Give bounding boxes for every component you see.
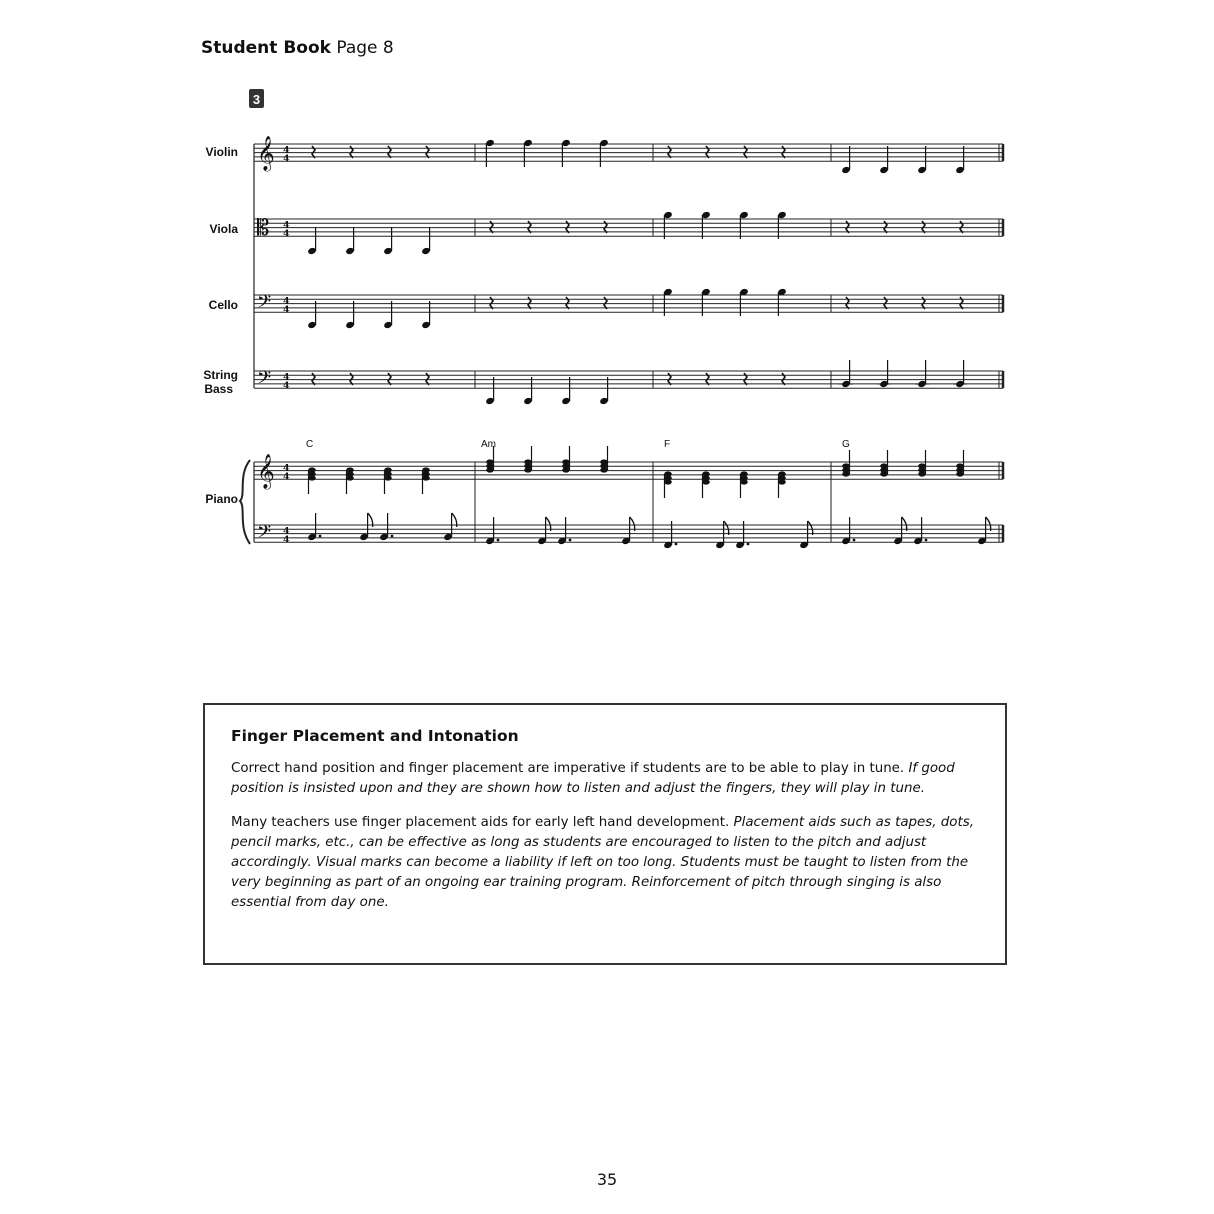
dot (319, 535, 322, 538)
note-paragraph-2: Many teachers use finger placement aids for early left hand development. Placement aids such as tapes, dots, pencil marks, etc., can be effective as long as students are encouraged to listen to the pitch and adjust accordingly. Visual marks can become a liability if left on too long. Students must be taught to listen from the very beginning as part of an ongoing ear training program. Reinforcement of pitch through singing is also essential from day one. (231, 815, 974, 910)
clef-treble: 𝄞 (257, 136, 275, 171)
dot (925, 539, 928, 542)
chord-note (308, 475, 316, 480)
dot (853, 539, 856, 542)
label-string-bass-2: Bass (204, 382, 233, 396)
chord-note (918, 471, 926, 476)
time-signature-top: 4 (283, 145, 290, 156)
time-signature-bottom: 4 (283, 471, 290, 483)
staff-lines (240, 136, 1003, 547)
dot (391, 535, 394, 538)
chord-note (346, 475, 354, 480)
exercise-number-box (249, 89, 264, 108)
dot (497, 539, 500, 542)
chord-note (880, 471, 888, 476)
page-number: 35 (596, 1170, 618, 1189)
chord-3: F (664, 439, 671, 450)
eighth-flag (808, 521, 813, 535)
chord-4: G (842, 439, 850, 450)
time-signature-bottom: 4 (283, 304, 290, 316)
music-score (0, 0, 1214, 600)
note-paragraph-1: Correct hand position and finger placement are imperative if students are to be able to play in tune. If good position is insisted upon and they are shown how to listen and adjust the fingers, they will play in tune. (231, 761, 955, 796)
chord-note (600, 467, 608, 472)
time-signature-bottom: 4 (283, 153, 290, 165)
note-title: Finger Placement and Intonation (231, 727, 519, 745)
label-string-bass-1: String (203, 368, 238, 382)
teaching-note-box (203, 703, 1007, 965)
clef-treble: 𝄞 (257, 454, 275, 489)
label-piano: Piano (205, 492, 238, 506)
time-signature-top: 4 (283, 220, 290, 231)
dot (569, 539, 572, 542)
chord-note (422, 475, 430, 480)
clef-bass: 𝄢 (257, 292, 272, 317)
clef-alto: 𝄡 (257, 216, 270, 241)
chord-note (740, 479, 748, 484)
chord-note (702, 479, 710, 484)
clef-bass: 𝄢 (257, 368, 272, 393)
time-signature-top: 4 (283, 372, 290, 383)
header-page-label: Page 8 (330, 38, 394, 58)
time-signature-top: 4 (283, 526, 290, 537)
chord-note (664, 479, 672, 484)
time-signature-bottom: 4 (283, 534, 290, 546)
chord-note (562, 467, 570, 472)
notes (307, 139, 991, 549)
time-signature-top: 4 (283, 296, 290, 307)
label-violin: Violin (205, 145, 238, 159)
time-signature-bottom: 4 (283, 228, 290, 240)
dot (675, 543, 678, 546)
exercise-number: 3 (252, 92, 261, 107)
chord-note (384, 475, 392, 480)
piano-brace (240, 460, 250, 544)
chord-2: Am (481, 439, 496, 450)
chord-note (956, 471, 964, 476)
clef-bass: 𝄢 (257, 522, 272, 547)
chord-1: C (306, 439, 314, 450)
label-cello: Cello (208, 298, 238, 312)
dot (747, 543, 750, 546)
chord-note (778, 479, 786, 484)
time-signature-top: 4 (283, 463, 290, 474)
label-viola: Viola (209, 222, 238, 236)
time-signature-bottom: 4 (283, 380, 290, 392)
chord-note (486, 467, 494, 472)
header-book-label: Student Book (201, 38, 331, 58)
eighth-flag (724, 521, 729, 535)
chord-note (524, 467, 532, 472)
chord-note (842, 471, 850, 476)
